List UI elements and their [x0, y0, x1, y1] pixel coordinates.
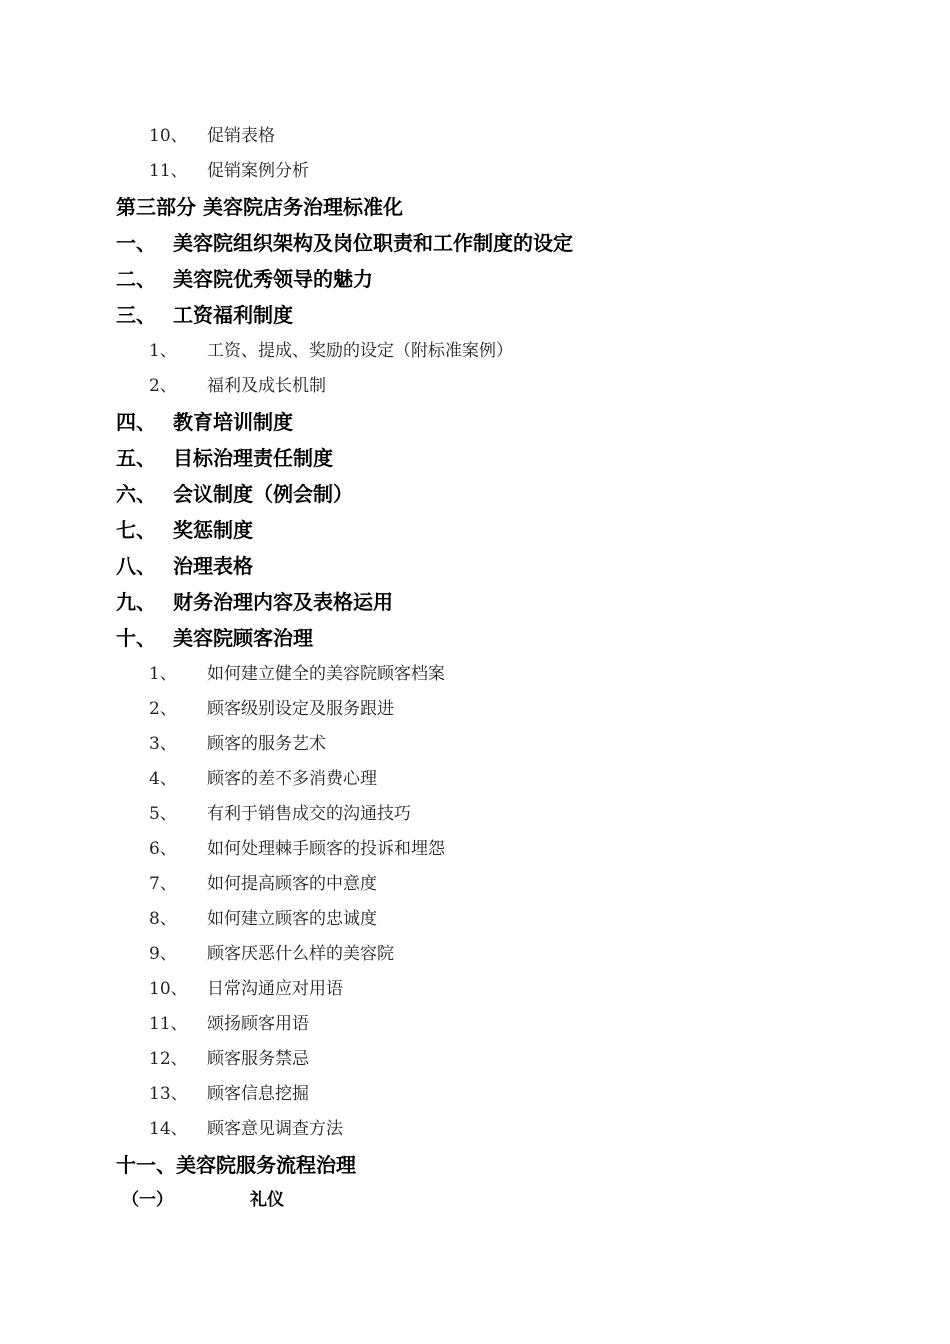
item-number: 13、	[149, 1084, 188, 1104]
heading-number: 六、	[116, 482, 156, 506]
list-item	[149, 666, 445, 683]
list-item	[149, 981, 343, 998]
heading	[116, 233, 573, 253]
item-number: 1、	[149, 664, 177, 684]
item-number: 2、	[149, 699, 177, 719]
item-text: 日常沟通应对用语	[207, 979, 343, 999]
sub-section-number: （一）	[122, 1190, 173, 1210]
item-number: 6、	[149, 839, 177, 859]
heading-number: 一、	[116, 231, 156, 255]
heading-number: 二、	[116, 267, 156, 291]
item-text: 顾客意见调查方法	[207, 1119, 343, 1139]
sub-section	[122, 1192, 284, 1209]
item-text: 工资、提成、奖励的设定（附标准案例）	[207, 341, 513, 361]
heading-text: 奖惩制度	[173, 518, 253, 542]
heading-text: 美容院优秀领导的魅力	[173, 267, 373, 291]
list-item	[149, 163, 309, 180]
item-text: 顾客级别设定及服务跟进	[207, 699, 394, 719]
item-number: 10、	[149, 979, 188, 999]
item-number: 5、	[149, 804, 177, 824]
list-item	[149, 128, 275, 145]
item-number: 4、	[149, 769, 177, 789]
item-number: 7、	[149, 874, 177, 894]
item-number: 2、	[149, 376, 177, 396]
list-item	[149, 1086, 309, 1103]
heading-number: 十、	[116, 626, 156, 650]
item-text: 促销表格	[207, 126, 275, 146]
item-number: 9、	[149, 944, 177, 964]
list-item	[149, 806, 411, 823]
item-number: 8、	[149, 909, 177, 929]
list-item	[149, 771, 377, 788]
heading	[116, 484, 353, 504]
item-number: 11、	[149, 1014, 188, 1034]
list-item	[149, 841, 445, 858]
item-text: 如何建立顾客的忠诚度	[207, 909, 377, 929]
item-text: 顾客的服务艺术	[207, 734, 326, 754]
item-number: 10、	[149, 126, 188, 146]
heading	[116, 520, 253, 540]
list-item	[149, 701, 394, 718]
heading	[116, 412, 293, 432]
item-number: 12、	[149, 1049, 188, 1069]
item-text: 福利及成长机制	[207, 376, 326, 396]
part-title: 第三部分 美容院店务治理标准化	[116, 195, 403, 219]
heading	[116, 305, 293, 325]
heading-number: 七、	[116, 518, 156, 542]
heading-number: 三、	[116, 303, 156, 327]
heading	[116, 269, 373, 289]
item-number: 1、	[149, 341, 177, 361]
item-text: 顾客的差不多消费心理	[207, 769, 377, 789]
heading	[116, 628, 313, 648]
heading	[116, 556, 253, 576]
heading-text: 工资福利制度	[173, 303, 293, 327]
item-text: 顾客信息挖掘	[207, 1084, 309, 1104]
heading-text: 美容院顾客治理	[173, 626, 313, 650]
heading-text: 治理表格	[173, 554, 253, 578]
list-item	[149, 1051, 309, 1068]
item-text: 顾客服务禁忌	[207, 1049, 309, 1069]
heading-number: 五、	[116, 446, 156, 470]
heading-text: 目标治理责任制度	[173, 446, 333, 470]
list-item	[149, 736, 326, 753]
heading-text: 美容院组织架构及岗位职责和工作制度的设定	[173, 231, 573, 255]
heading	[116, 448, 333, 468]
item-text: 有利于销售成交的沟通技巧	[207, 804, 411, 824]
list-item	[149, 1016, 309, 1033]
item-text: 顾客厌恶什么样的美容院	[207, 944, 394, 964]
heading-number: 八、	[116, 554, 156, 578]
list-item	[149, 876, 377, 893]
list-item	[149, 378, 326, 395]
list-item	[149, 911, 377, 928]
item-text: 如何提高顾客的中意度	[207, 874, 377, 894]
item-text: 如何建立健全的美容院顾客档案	[207, 664, 445, 684]
heading-eleven: 十一、美容院服务流程治理	[116, 1153, 356, 1177]
item-number: 14、	[149, 1119, 188, 1139]
heading-number: 九、	[116, 590, 156, 614]
heading-text: 教育培训制度	[173, 410, 293, 434]
item-text: 颂扬顾客用语	[207, 1014, 309, 1034]
sub-section-text: 礼仪	[250, 1190, 284, 1210]
heading-number: 四、	[116, 410, 156, 434]
item-number: 11、	[149, 161, 188, 181]
item-text: 如何处理棘手顾客的投诉和埋怨	[207, 839, 445, 859]
list-item	[149, 946, 394, 963]
list-item	[149, 1121, 343, 1138]
heading-text: 财务治理内容及表格运用	[173, 590, 393, 614]
heading-text: 会议制度（例会制）	[173, 482, 353, 506]
item-text: 促销案例分析	[207, 161, 309, 181]
heading	[116, 592, 393, 612]
list-item	[149, 343, 513, 360]
item-number: 3、	[149, 734, 177, 754]
